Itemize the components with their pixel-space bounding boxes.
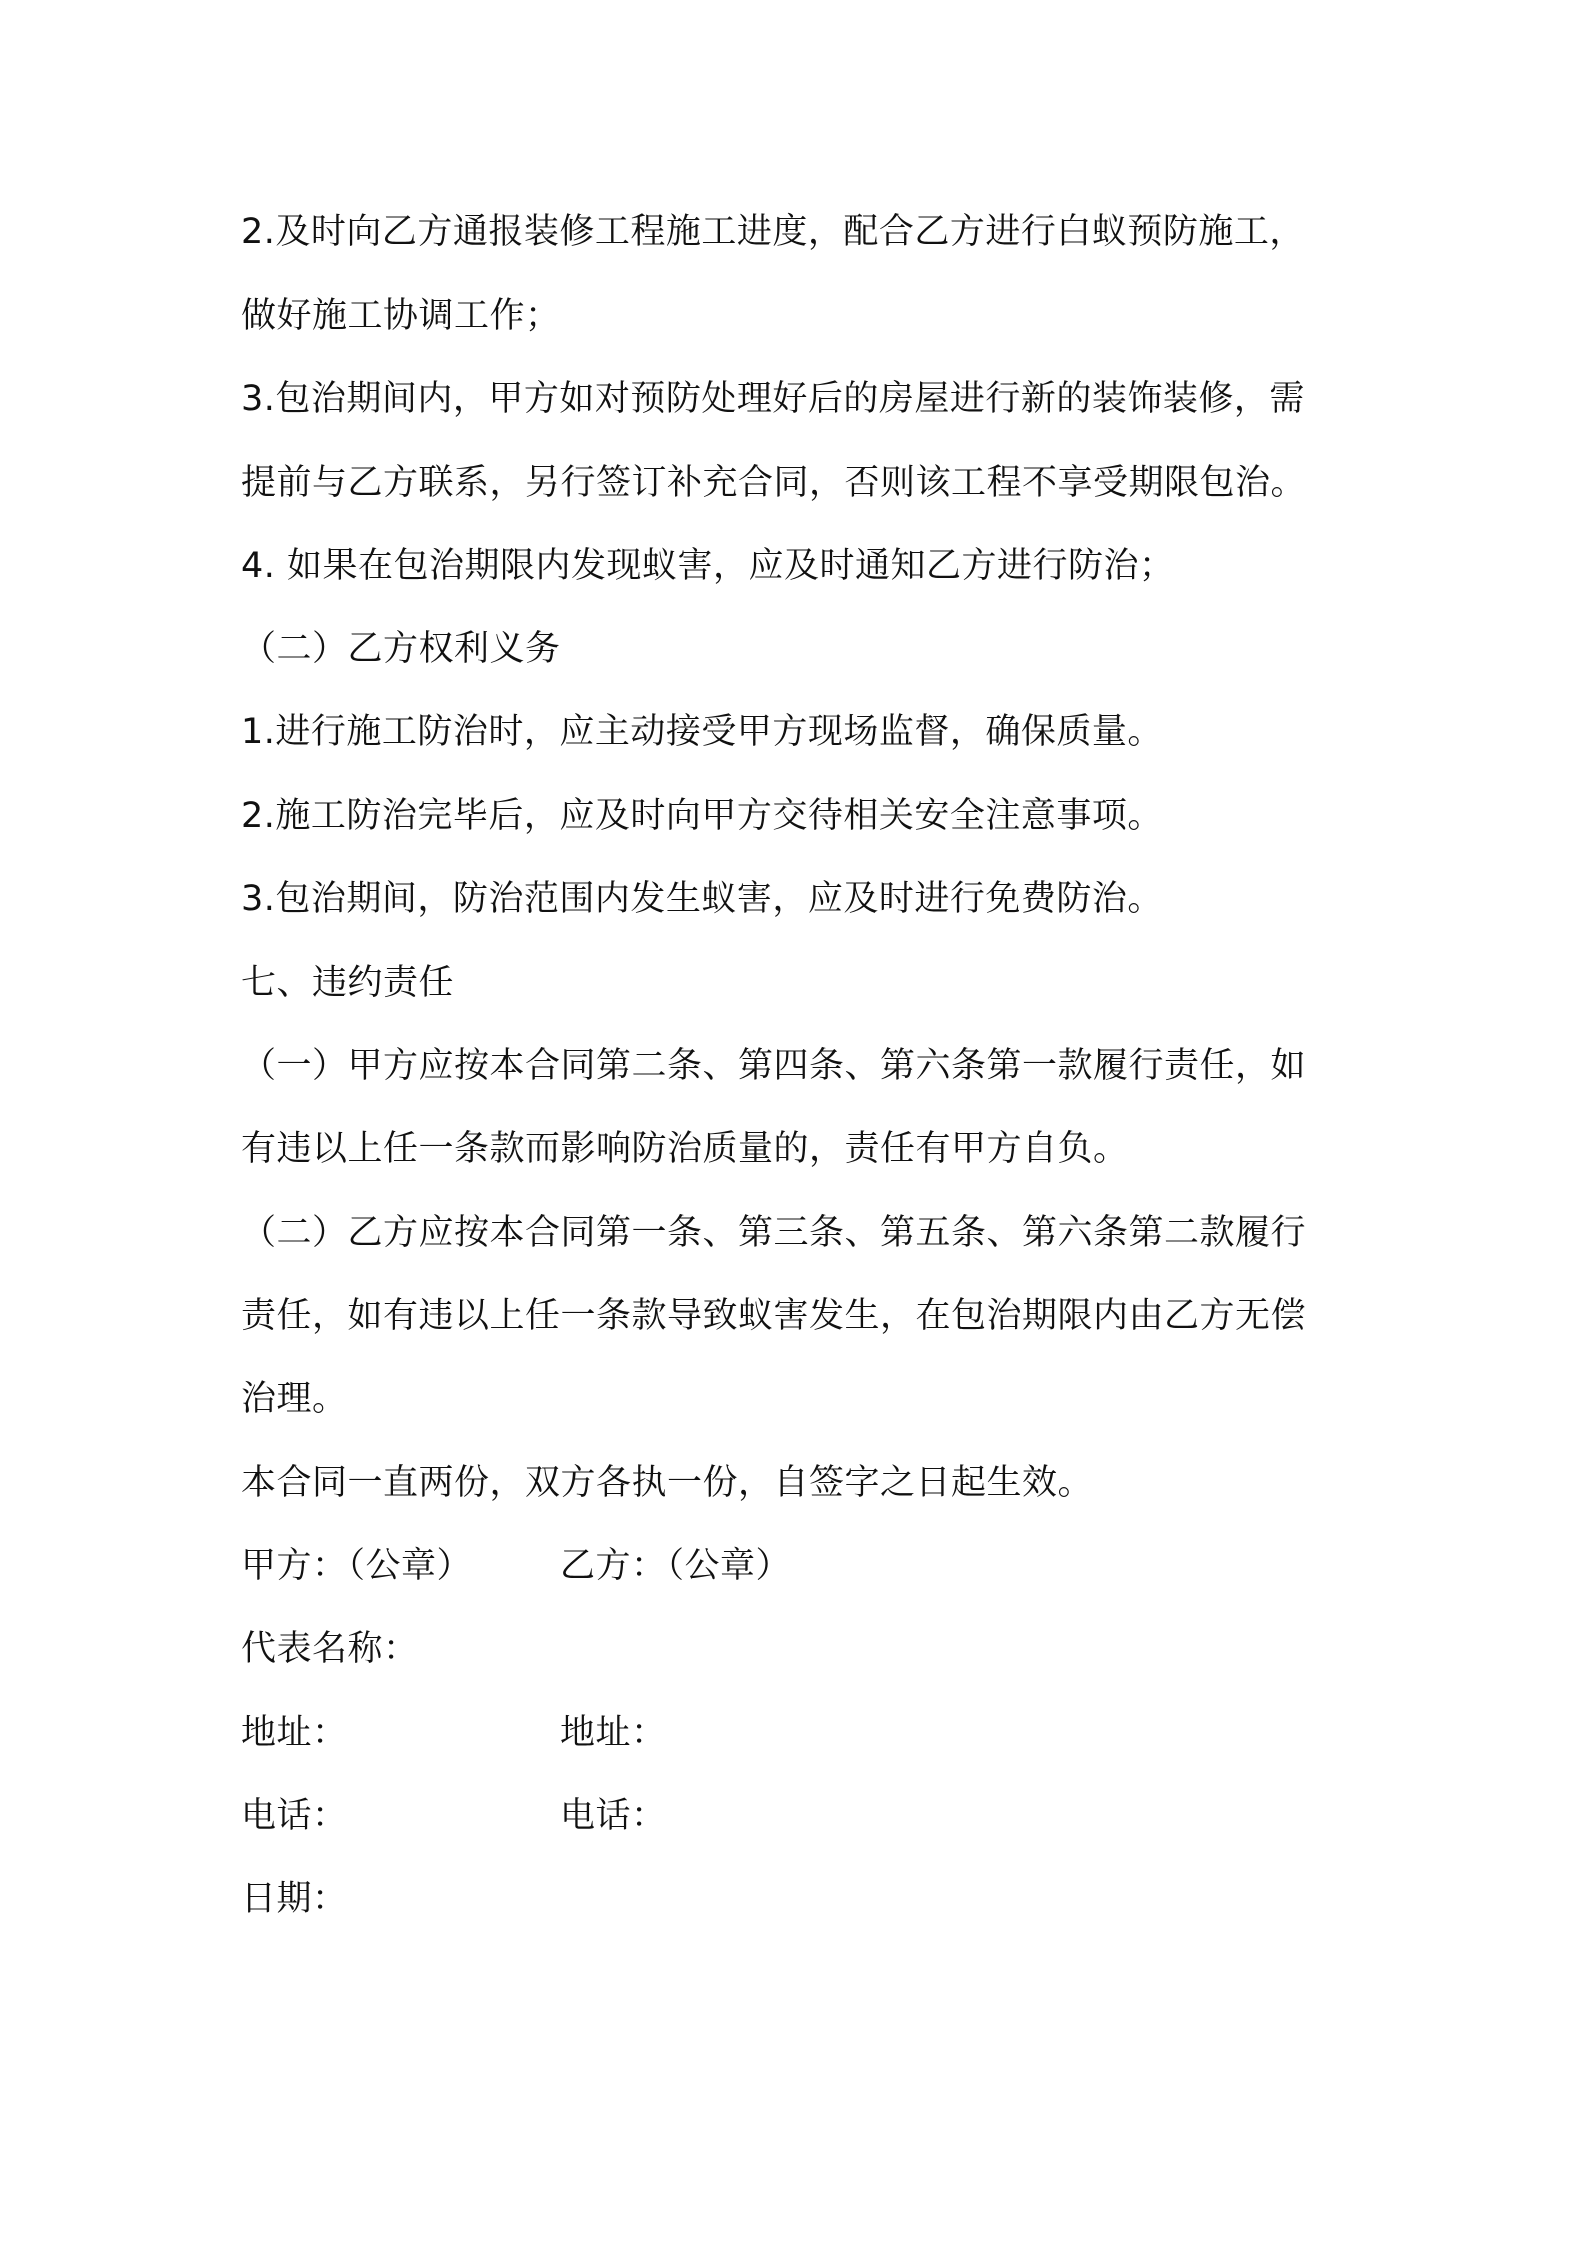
party-b-address-label: 地址： — [560, 1713, 667, 1753]
representative-label: 代表名称： — [241, 1629, 419, 1669]
party-a-seal-label: 甲方：（公章） — [241, 1546, 473, 1586]
party-b-item-3: 3.包治期间，防治范围内发生蚁害，应及时进行免费防治。 — [241, 879, 1163, 919]
party-a-item-2-line-1: 2.及时向乙方通报装修工程施工进度，配合乙方进行白蚁预防施工， — [241, 212, 1305, 252]
party-b-seal-label: 乙方：（公章） — [560, 1546, 792, 1586]
date-label: 日期： — [241, 1879, 348, 1919]
breach-clause-1-line-1: （一）甲方应按本合同第二条、第四条、第六条第一款履行责任，如 — [241, 1046, 1307, 1086]
breach-clause-2-line-1: （二）乙方应按本合同第一条、第三条、第五条、第六条第二款履行 — [241, 1213, 1307, 1253]
party-a-item-3-line-1: 3.包治期间内，甲方如对预防处理好后的房屋进行新的装饰装修，需 — [241, 379, 1305, 419]
breach-clause-2-line-2: 责任，如有违以上任一条款导致蚁害发生，在包治期限内由乙方无偿 — [241, 1296, 1307, 1336]
breach-clause-2-line-3: 治理。 — [241, 1379, 348, 1419]
party-b-heading: （二）乙方权利义务 — [241, 629, 561, 669]
party-a-item-2-line-2: 做好施工协调工作； — [241, 296, 561, 336]
party-a-item-4: 4. 如果在包治期限内发现蚁害，应及时通知乙方进行防治； — [241, 546, 1175, 586]
party-b-item-1: 1.进行施工防治时，应主动接受甲方现场监督，确保质量。 — [241, 712, 1163, 752]
closing-statement: 本合同一直两份，双方各执一份，自签字之日起生效。 — [241, 1463, 1094, 1503]
party-a-phone-label: 电话： — [241, 1796, 348, 1836]
party-a-address-label: 地址： — [241, 1713, 348, 1753]
breach-clause-1-line-2: 有违以上任一条款而影响防治质量的，责任有甲方自负。 — [241, 1129, 1129, 1169]
breach-heading: 七、违约责任 — [241, 963, 455, 1003]
party-b-item-2: 2.施工防治完毕后，应及时向甲方交待相关安全注意事项。 — [241, 796, 1163, 836]
party-a-item-3-line-2: 提前与乙方联系，另行签订补充合同，否则该工程不享受期限包治。 — [241, 463, 1307, 503]
party-b-phone-label: 电话： — [560, 1796, 667, 1836]
